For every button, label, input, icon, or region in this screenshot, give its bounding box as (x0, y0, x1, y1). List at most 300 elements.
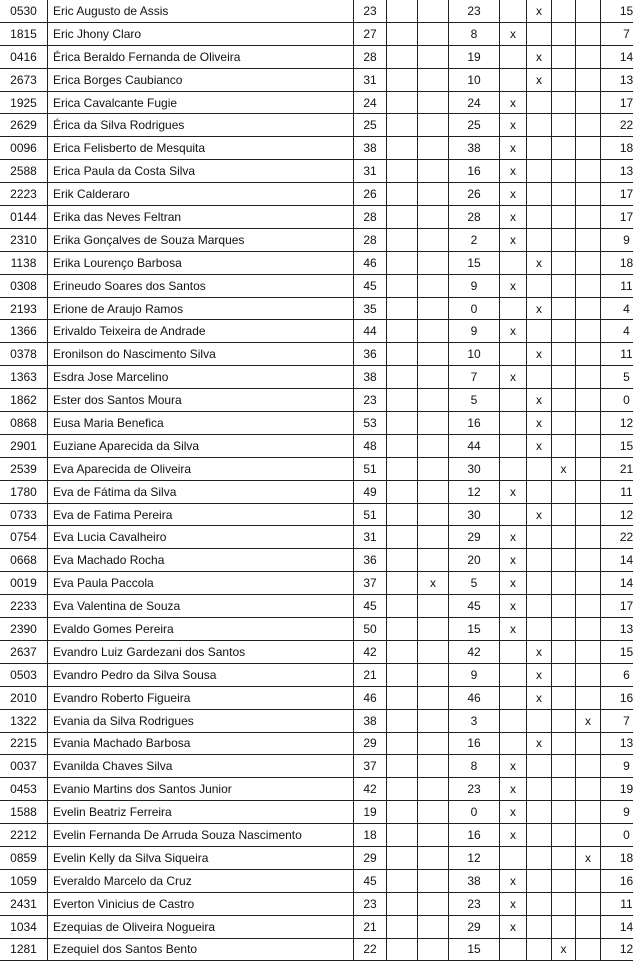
mark-cell-9 (552, 778, 576, 801)
table-row (0, 389, 633, 412)
mark-cell-9 (552, 572, 576, 595)
mark-cell-8 (527, 549, 552, 572)
mark-cell-8: x (527, 0, 552, 22)
score-cell: 45 (449, 595, 500, 618)
score-cell: 15 (449, 938, 500, 961)
mark-cell-4 (387, 801, 418, 824)
age-cell: 51 (354, 457, 387, 480)
mark-cell-8 (527, 526, 552, 549)
total-cell: 18 (601, 137, 633, 160)
mark-cell-5 (418, 389, 449, 412)
name-cell: Eva de Fatima Pereira (48, 503, 354, 526)
score-cell: 16 (449, 732, 500, 755)
mark-cell-9 (552, 846, 576, 869)
table-row (0, 503, 633, 526)
mark-cell-10 (576, 137, 601, 160)
age-cell: 51 (354, 503, 387, 526)
mark-cell-4 (387, 595, 418, 618)
mark-cell-9 (552, 228, 576, 251)
code-cell: 2212 (0, 824, 48, 847)
name-cell: Evelin Fernanda De Arruda Souza Nascimento (48, 824, 354, 847)
mark-cell-10 (576, 114, 601, 137)
mark-cell-7: x (500, 480, 527, 503)
age-cell: 38 (354, 709, 387, 732)
mark-cell-10 (576, 755, 601, 778)
name-cell: Evanilda Chaves Silva (48, 755, 354, 778)
total-cell: 12 (601, 938, 633, 961)
mark-cell-8 (527, 91, 552, 114)
mark-cell-4 (387, 892, 418, 915)
mark-cell-10 (576, 640, 601, 663)
code-cell: 1059 (0, 869, 48, 892)
mark-cell-4 (387, 915, 418, 938)
mark-cell-8 (527, 114, 552, 137)
name-cell: Ezequias de Oliveira Nogueira (48, 915, 354, 938)
mark-cell-8 (527, 22, 552, 45)
mark-cell-7 (500, 732, 527, 755)
mark-cell-10 (576, 915, 601, 938)
total-cell: 14 (601, 572, 633, 595)
mark-cell-7 (500, 343, 527, 366)
mark-cell-5 (418, 412, 449, 435)
score-cell: 30 (449, 503, 500, 526)
mark-cell-8 (527, 846, 552, 869)
mark-cell-7 (500, 503, 527, 526)
mark-cell-4 (387, 732, 418, 755)
score-cell: 0 (449, 297, 500, 320)
mark-cell-10 (576, 869, 601, 892)
score-cell: 7 (449, 366, 500, 389)
mark-cell-5 (418, 503, 449, 526)
mark-cell-5 (418, 366, 449, 389)
mark-cell-9 (552, 68, 576, 91)
score-cell: 24 (449, 91, 500, 114)
age-cell: 38 (354, 366, 387, 389)
mark-cell-7 (500, 434, 527, 457)
age-cell: 36 (354, 343, 387, 366)
score-cell: 9 (449, 274, 500, 297)
score-cell: 23 (449, 892, 500, 915)
table-row (0, 297, 633, 320)
score-cell: 16 (449, 824, 500, 847)
name-cell: Eva Valentina de Souza (48, 595, 354, 618)
mark-cell-9 (552, 709, 576, 732)
mark-cell-9 (552, 343, 576, 366)
total-cell: 16 (601, 686, 633, 709)
table-row (0, 91, 633, 114)
name-cell: Evania Machado Barbosa (48, 732, 354, 755)
code-cell: 0019 (0, 572, 48, 595)
mark-cell-7 (500, 938, 527, 961)
mark-cell-10 (576, 389, 601, 412)
mark-cell-4 (387, 709, 418, 732)
age-cell: 18 (354, 824, 387, 847)
age-cell: 53 (354, 412, 387, 435)
score-cell: 23 (449, 778, 500, 801)
table-row (0, 572, 633, 595)
age-cell: 21 (354, 915, 387, 938)
mark-cell-7 (500, 45, 527, 68)
code-cell: 1366 (0, 320, 48, 343)
table-row (0, 251, 633, 274)
mark-cell-7: x (500, 595, 527, 618)
name-cell: Erika das Neves Feltran (48, 206, 354, 229)
name-cell: Érica da Silva Rodrigues (48, 114, 354, 137)
mark-cell-8 (527, 755, 552, 778)
mark-cell-4 (387, 137, 418, 160)
age-cell: 31 (354, 526, 387, 549)
mark-cell-7 (500, 640, 527, 663)
total-cell: 18 (601, 846, 633, 869)
mark-cell-10 (576, 366, 601, 389)
mark-cell-5 (418, 91, 449, 114)
table-row (0, 938, 633, 961)
mark-cell-9 (552, 869, 576, 892)
name-cell: Evandro Luiz Gardezani dos Santos (48, 640, 354, 663)
mark-cell-5 (418, 0, 449, 22)
mark-cell-9 (552, 320, 576, 343)
name-cell: Eva Paula Paccola (48, 572, 354, 595)
mark-cell-4 (387, 412, 418, 435)
code-cell: 2431 (0, 892, 48, 915)
total-cell: 13 (601, 160, 633, 183)
mark-cell-9 (552, 251, 576, 274)
name-cell: Erione de Araujo Ramos (48, 297, 354, 320)
mark-cell-9 (552, 549, 576, 572)
mark-cell-7 (500, 686, 527, 709)
table-row (0, 137, 633, 160)
total-cell: 18 (601, 251, 633, 274)
mark-cell-5 (418, 892, 449, 915)
mark-cell-5 (418, 549, 449, 572)
mark-cell-4 (387, 824, 418, 847)
age-cell: 38 (354, 137, 387, 160)
code-cell: 2010 (0, 686, 48, 709)
total-cell: 22 (601, 114, 633, 137)
mark-cell-7: x (500, 22, 527, 45)
age-cell: 24 (354, 91, 387, 114)
mark-cell-8: x (527, 663, 552, 686)
score-cell: 12 (449, 480, 500, 503)
total-cell: 12 (601, 412, 633, 435)
total-cell: 17 (601, 91, 633, 114)
mark-cell-9 (552, 915, 576, 938)
score-cell: 23 (449, 0, 500, 22)
name-cell: Eric Augusto de Assis (48, 0, 354, 22)
age-cell: 29 (354, 846, 387, 869)
mark-cell-8 (527, 480, 552, 503)
mark-cell-10 (576, 160, 601, 183)
score-cell: 29 (449, 526, 500, 549)
mark-cell-5 (418, 686, 449, 709)
mark-cell-8: x (527, 45, 552, 68)
table-row (0, 45, 633, 68)
mark-cell-7 (500, 846, 527, 869)
table-row (0, 160, 633, 183)
total-cell: 11 (601, 480, 633, 503)
mark-cell-10 (576, 503, 601, 526)
age-cell: 46 (354, 251, 387, 274)
mark-cell-8 (527, 801, 552, 824)
age-cell: 28 (354, 228, 387, 251)
code-cell: 1588 (0, 801, 48, 824)
mark-cell-9 (552, 434, 576, 457)
name-cell: Evanio Martins dos Santos Junior (48, 778, 354, 801)
mark-cell-8 (527, 457, 552, 480)
name-cell: Erivaldo Teixeira de Andrade (48, 320, 354, 343)
mark-cell-7: x (500, 869, 527, 892)
mark-cell-10 (576, 480, 601, 503)
name-cell: Erineudo Soares dos Santos (48, 274, 354, 297)
code-cell: 2310 (0, 228, 48, 251)
total-cell: 11 (601, 274, 633, 297)
mark-cell-4 (387, 869, 418, 892)
mark-cell-10 (576, 274, 601, 297)
age-cell: 21 (354, 663, 387, 686)
mark-cell-7 (500, 251, 527, 274)
total-cell: 6 (601, 663, 633, 686)
total-cell: 22 (601, 526, 633, 549)
mark-cell-9 (552, 22, 576, 45)
table-row (0, 183, 633, 206)
score-cell: 19 (449, 45, 500, 68)
mark-cell-4 (387, 526, 418, 549)
age-cell: 28 (354, 45, 387, 68)
age-cell: 50 (354, 618, 387, 641)
total-cell: 9 (601, 755, 633, 778)
mark-cell-10 (576, 732, 601, 755)
mark-cell-7: x (500, 618, 527, 641)
age-cell: 44 (354, 320, 387, 343)
score-cell: 0 (449, 801, 500, 824)
age-cell: 45 (354, 274, 387, 297)
mark-cell-10 (576, 45, 601, 68)
mark-cell-5 (418, 137, 449, 160)
total-cell: 13 (601, 618, 633, 641)
mark-cell-10 (576, 938, 601, 961)
code-cell: 2223 (0, 183, 48, 206)
total-cell: 14 (601, 549, 633, 572)
mark-cell-4 (387, 45, 418, 68)
mark-cell-9 (552, 801, 576, 824)
mark-cell-9 (552, 366, 576, 389)
mark-cell-10 (576, 183, 601, 206)
code-cell: 1862 (0, 389, 48, 412)
mark-cell-5 (418, 68, 449, 91)
mark-cell-8 (527, 228, 552, 251)
score-cell: 26 (449, 183, 500, 206)
mark-cell-10 (576, 892, 601, 915)
mark-cell-4 (387, 663, 418, 686)
age-cell: 45 (354, 595, 387, 618)
total-cell: 12 (601, 503, 633, 526)
total-cell: 13 (601, 732, 633, 755)
mark-cell-4 (387, 91, 418, 114)
table-row (0, 709, 633, 732)
mark-cell-5 (418, 824, 449, 847)
mark-cell-8: x (527, 503, 552, 526)
mark-cell-10 (576, 206, 601, 229)
mark-cell-5 (418, 801, 449, 824)
mark-cell-8 (527, 137, 552, 160)
mark-cell-5 (418, 434, 449, 457)
mark-cell-9 (552, 595, 576, 618)
name-cell: Eusa Maria Benefica (48, 412, 354, 435)
code-cell: 1925 (0, 91, 48, 114)
mark-cell-8 (527, 183, 552, 206)
score-cell: 38 (449, 137, 500, 160)
code-cell: 1034 (0, 915, 48, 938)
table-row (0, 663, 633, 686)
age-cell: 46 (354, 686, 387, 709)
mark-cell-4 (387, 778, 418, 801)
code-cell: 1780 (0, 480, 48, 503)
total-cell: 17 (601, 206, 633, 229)
name-cell: Eva Aparecida de Oliveira (48, 457, 354, 480)
table-row (0, 114, 633, 137)
age-cell: 23 (354, 389, 387, 412)
score-cell: 9 (449, 663, 500, 686)
mark-cell-8 (527, 778, 552, 801)
mark-cell-7: x (500, 892, 527, 915)
mark-cell-8: x (527, 343, 552, 366)
score-cell: 38 (449, 869, 500, 892)
mark-cell-9 (552, 503, 576, 526)
mark-cell-4 (387, 251, 418, 274)
mark-cell-8: x (527, 297, 552, 320)
mark-cell-7: x (500, 572, 527, 595)
table-row (0, 68, 633, 91)
mark-cell-4 (387, 686, 418, 709)
score-cell: 16 (449, 412, 500, 435)
total-cell: 11 (601, 892, 633, 915)
table-row (0, 526, 633, 549)
mark-cell-4 (387, 938, 418, 961)
mark-cell-5 (418, 274, 449, 297)
code-cell: 2215 (0, 732, 48, 755)
name-cell: Evelin Kelly da Silva Siqueira (48, 846, 354, 869)
age-cell: 35 (354, 297, 387, 320)
mark-cell-10 (576, 434, 601, 457)
name-cell: Erika Lourenço Barbosa (48, 251, 354, 274)
mark-cell-10 (576, 22, 601, 45)
mark-cell-4 (387, 206, 418, 229)
table-row (0, 869, 633, 892)
mark-cell-8: x (527, 412, 552, 435)
table-row (0, 366, 633, 389)
age-cell: 22 (354, 938, 387, 961)
table-row (0, 0, 633, 22)
mark-cell-5 (418, 320, 449, 343)
mark-cell-10 (576, 663, 601, 686)
mark-cell-7 (500, 389, 527, 412)
code-cell: 1322 (0, 709, 48, 732)
mark-cell-9 (552, 412, 576, 435)
name-cell: Erika Gonçalves de Souza Marques (48, 228, 354, 251)
mark-cell-8 (527, 366, 552, 389)
table-row (0, 412, 633, 435)
score-cell: 9 (449, 320, 500, 343)
code-cell: 2901 (0, 434, 48, 457)
total-cell: 4 (601, 297, 633, 320)
name-cell: Eric Jhony Claro (48, 22, 354, 45)
mark-cell-5 (418, 206, 449, 229)
age-cell: 45 (354, 869, 387, 892)
mark-cell-5 (418, 480, 449, 503)
mark-cell-8 (527, 709, 552, 732)
table-row (0, 778, 633, 801)
table-row (0, 22, 633, 45)
code-cell: 0144 (0, 206, 48, 229)
mark-cell-7 (500, 0, 527, 22)
mark-cell-10: x (576, 846, 601, 869)
score-cell: 8 (449, 755, 500, 778)
name-cell: Evaldo Gomes Pereira (48, 618, 354, 641)
name-cell: Everaldo Marcelo da Cruz (48, 869, 354, 892)
code-cell: 0453 (0, 778, 48, 801)
code-cell: 1363 (0, 366, 48, 389)
mark-cell-8 (527, 274, 552, 297)
code-cell: 2673 (0, 68, 48, 91)
mark-cell-7: x (500, 778, 527, 801)
mark-cell-7 (500, 663, 527, 686)
mark-cell-4 (387, 457, 418, 480)
mark-cell-9 (552, 91, 576, 114)
mark-cell-5 (418, 732, 449, 755)
name-cell: Érica Beraldo Fernanda de Oliveira (48, 45, 354, 68)
total-cell: 0 (601, 824, 633, 847)
mark-cell-10 (576, 778, 601, 801)
mark-cell-4 (387, 0, 418, 22)
mark-cell-7: x (500, 366, 527, 389)
age-cell: 37 (354, 755, 387, 778)
name-cell: Eronilson do Nascimento Silva (48, 343, 354, 366)
mark-cell-4 (387, 618, 418, 641)
total-cell: 21 (601, 457, 633, 480)
mark-cell-10: x (576, 709, 601, 732)
code-cell: 2390 (0, 618, 48, 641)
code-cell: 0668 (0, 549, 48, 572)
mark-cell-5 (418, 228, 449, 251)
score-cell: 28 (449, 206, 500, 229)
mark-cell-10 (576, 91, 601, 114)
mark-cell-7: x (500, 160, 527, 183)
code-cell: 0530 (0, 0, 48, 22)
total-cell: 14 (601, 915, 633, 938)
code-cell: 0037 (0, 755, 48, 778)
age-cell: 42 (354, 640, 387, 663)
mark-cell-5: x (418, 572, 449, 595)
mark-cell-5 (418, 595, 449, 618)
code-cell: 2629 (0, 114, 48, 137)
mark-cell-9 (552, 297, 576, 320)
age-cell: 31 (354, 68, 387, 91)
mark-cell-8 (527, 824, 552, 847)
mark-cell-9 (552, 526, 576, 549)
age-cell: 27 (354, 22, 387, 45)
age-cell: 26 (354, 183, 387, 206)
mark-cell-9 (552, 45, 576, 68)
table-row (0, 434, 633, 457)
mark-cell-9 (552, 114, 576, 137)
mark-cell-7 (500, 457, 527, 480)
name-cell: Ester dos Santos Moura (48, 389, 354, 412)
mark-cell-5 (418, 846, 449, 869)
mark-cell-7: x (500, 320, 527, 343)
mark-cell-5 (418, 251, 449, 274)
mark-cell-5 (418, 114, 449, 137)
mark-cell-7: x (500, 183, 527, 206)
